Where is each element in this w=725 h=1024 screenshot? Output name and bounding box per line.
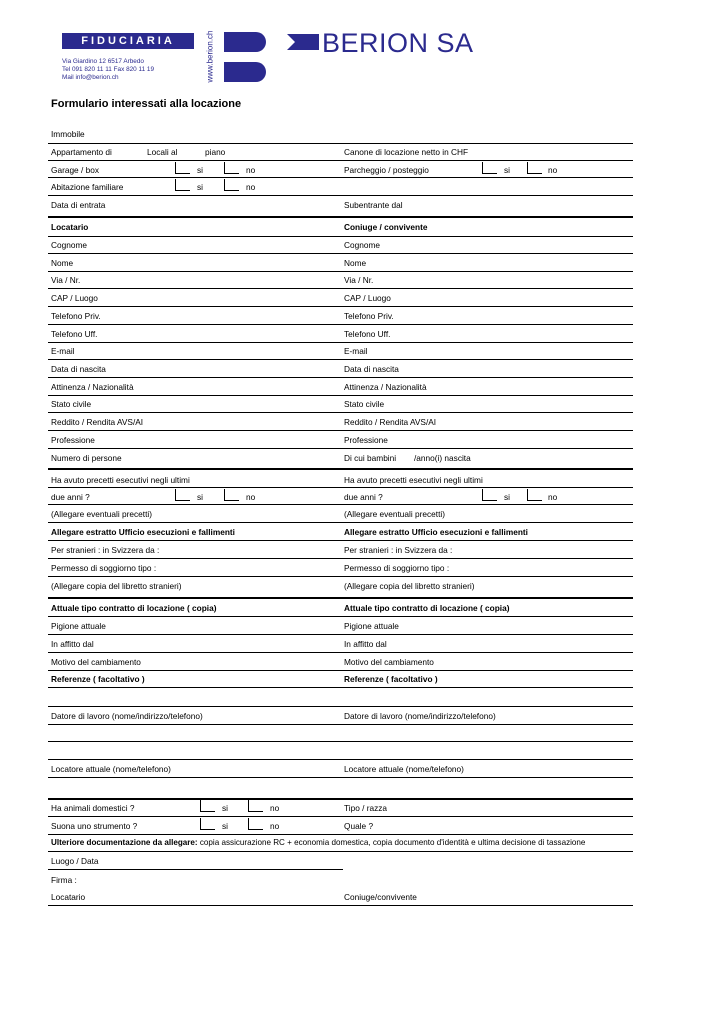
- checkbox-precetti2-no[interactable]: [527, 489, 542, 501]
- label-ulteriore-documentazione: [51, 838, 585, 848]
- field-label-coniuge: Data di nascita: [344, 364, 399, 374]
- label-datore: Datore di lavoro (nome/indirizzo/telefono): [51, 711, 203, 721]
- field-label-locatario: Stato civile: [51, 399, 92, 409]
- label-piano: piano: [205, 147, 226, 157]
- rule: [48, 412, 633, 413]
- label-data-entrata: Data di entrata: [51, 200, 106, 210]
- rule: [48, 634, 633, 635]
- label-stranieri: Per stranieri : in Svizzera da :: [344, 545, 453, 555]
- label-subentrante: Subentrante dal: [344, 200, 403, 210]
- rule: [48, 576, 633, 577]
- label-permesso: Permesso di soggiorno tipo :: [51, 563, 157, 573]
- form-title: Formulario interessati alla locazione: [51, 98, 242, 110]
- field-label-locatario: Data di nascita: [51, 364, 106, 374]
- checkbox-animali-no[interactable]: [248, 800, 263, 812]
- label-ulteriore-text: copia assicurazione RC + economia domestica, copia documento d'identità e ultima decisione di tassazione: [197, 838, 586, 847]
- field-label-coniuge: Via / Nr.: [344, 275, 374, 285]
- label-pigione: Pigione attuale: [51, 621, 106, 631]
- field-label-coniuge: Nome: [344, 258, 367, 268]
- label-motivo: Motivo del cambiamento: [344, 657, 434, 667]
- label-no: no: [548, 165, 558, 175]
- rule: [48, 253, 633, 254]
- rule: [48, 143, 633, 144]
- label-no: no: [246, 492, 256, 502]
- rule: [48, 468, 633, 470]
- logo-shape-top: [224, 32, 266, 52]
- label-affitto: In affitto dal: [344, 639, 387, 649]
- website-text: www.berion.ch: [205, 30, 215, 83]
- field-label-coniuge: Telefono Uff.: [344, 329, 391, 339]
- rule: [48, 160, 633, 161]
- rule: [48, 905, 633, 906]
- field-label-coniuge: E-mail: [344, 346, 368, 356]
- label-ulteriore-bold: Ulteriore documentazione da allegare:: [51, 838, 198, 847]
- label-firma-locatario: Locatario: [51, 892, 86, 902]
- label-affitto: In affitto dal: [51, 639, 94, 649]
- field-label-coniuge: CAP / Luogo: [344, 293, 391, 303]
- label-appartamento: Appartamento di: [51, 147, 112, 157]
- rule: [48, 359, 633, 360]
- label-allegare-precetti: (Allegare eventuali precetti): [344, 509, 445, 519]
- label-si: si: [222, 803, 228, 813]
- rule: [48, 324, 633, 325]
- rule: [48, 616, 633, 617]
- rule: [48, 177, 633, 178]
- label-strumento: Suona uno strumento ?: [51, 821, 138, 831]
- checkbox-parcheggio-no[interactable]: [527, 162, 542, 174]
- checkbox-precetti-si[interactable]: [175, 489, 190, 501]
- field-label-locatario: Telefono Priv.: [51, 311, 101, 321]
- rule: [48, 851, 633, 852]
- rule: [48, 741, 633, 742]
- label-precetti: Ha avuto precetti esecutivi negli ultimi: [344, 475, 483, 485]
- label-due-anni: due anni ?: [51, 492, 90, 502]
- label-locatore: Locatore attuale (nome/telefono): [344, 764, 464, 774]
- checkbox-garage-si[interactable]: [175, 162, 190, 174]
- label-si: si: [197, 182, 203, 192]
- label-anno-nascita: /anno(i) nascita: [414, 453, 471, 463]
- rule: [48, 342, 633, 343]
- label-allegare-precetti: (Allegare eventuali precetti): [51, 509, 152, 519]
- rule: [48, 216, 633, 218]
- field-label-locatario: Reddito / Rendita AVS/AI: [51, 417, 144, 427]
- rule: [48, 558, 633, 559]
- rule: [48, 670, 633, 671]
- label-animali: Ha animali domestici ?: [51, 803, 135, 813]
- checkbox-abitazione-no[interactable]: [224, 179, 239, 191]
- logo-shape-bottom: [224, 62, 266, 82]
- field-label-coniuge: Professione: [344, 435, 388, 445]
- label-no: no: [246, 165, 256, 175]
- checkbox-abitazione-si[interactable]: [175, 179, 190, 191]
- address-line: Via Giardino 12 6517 Arbedo: [62, 58, 144, 65]
- rule: [48, 687, 633, 688]
- brand-banner: FIDUCIARIA: [62, 33, 194, 49]
- field-label-locatario: Professione: [51, 435, 95, 445]
- website-vertical: [204, 30, 216, 86]
- rule: [48, 271, 633, 272]
- company-name: BERION SA: [322, 28, 474, 58]
- checkbox-strumento-no[interactable]: [248, 818, 263, 830]
- rule: [48, 306, 633, 307]
- phone-line: Tel 091 820 11 11 Fax 820 11 19: [62, 66, 155, 73]
- rule: [48, 540, 633, 541]
- label-parcheggio: Parcheggio / posteggio: [344, 165, 429, 175]
- label-quale: Quale ?: [344, 821, 374, 831]
- section-immobile: Immobile: [51, 129, 85, 139]
- label-luogo-data: Luogo / Data: [51, 856, 99, 866]
- label-abitazione: Abitazione familiare: [51, 182, 124, 192]
- label-garage: Garage / box: [51, 165, 99, 175]
- label-si: si: [504, 492, 510, 502]
- rule: [48, 448, 633, 449]
- label-si: si: [504, 165, 510, 175]
- field-label-locatario: Via / Nr.: [51, 275, 81, 285]
- label-due-anni: due anni ?: [344, 492, 383, 502]
- title-contratto: Attuale tipo contratto di locazione ( copia): [344, 603, 510, 613]
- field-label-coniuge: Cognome: [344, 240, 380, 250]
- rule: [48, 652, 633, 653]
- title-locatario: Locatario: [51, 222, 89, 232]
- label-precetti: Ha avuto precetti esecutivi negli ultimi: [51, 475, 190, 485]
- rule: [48, 816, 633, 817]
- label-locali: Locali al: [147, 147, 178, 157]
- field-label-coniuge: Telefono Priv.: [344, 311, 394, 321]
- rule: [48, 724, 633, 725]
- rule: [48, 869, 343, 870]
- label-motivo: Motivo del cambiamento: [51, 657, 141, 667]
- rule: [48, 395, 633, 396]
- checkbox-parcheggio-si[interactable]: [482, 162, 497, 174]
- mail-line: Mail info@berion.ch: [62, 74, 119, 81]
- field-label-locatario: Attinenza / Nazionalità: [51, 382, 134, 392]
- field-label-locatario: E-mail: [51, 346, 75, 356]
- field-label-locatario: Telefono Uff.: [51, 329, 98, 339]
- label-datore: Datore di lavoro (nome/indirizzo/telefono): [344, 711, 496, 721]
- title-referenze: Referenze ( facoltativo ): [51, 674, 145, 684]
- field-label-coniuge: Stato civile: [344, 399, 385, 409]
- rule: [48, 430, 633, 431]
- rule: [48, 759, 633, 760]
- checkbox-precetti2-si[interactable]: [482, 489, 497, 501]
- label-no: no: [246, 182, 256, 192]
- label-di-cui-bambini: Di cui bambini: [344, 453, 397, 463]
- checkbox-precetti-no[interactable]: [224, 489, 239, 501]
- checkbox-garage-no[interactable]: [224, 162, 239, 174]
- label-tipo-razza: Tipo / razza: [344, 803, 388, 813]
- label-firma-coniuge: Coniuge/convivente: [344, 892, 417, 902]
- label-firma: Firma :: [51, 875, 77, 885]
- rule: [48, 597, 633, 599]
- label-allegare-estratto: Allegare estratto Ufficio esecuzioni e fallimenti: [51, 527, 235, 537]
- label-no: no: [270, 821, 280, 831]
- label-no: no: [270, 803, 280, 813]
- title-coniuge: Coniuge / convivente: [344, 222, 428, 232]
- label-canone: Canone di locazione netto in CHF: [344, 147, 469, 157]
- rule: [48, 236, 633, 237]
- label-numero-persone: Numero di persone: [51, 453, 122, 463]
- rule: [48, 288, 633, 289]
- field-label-locatario: CAP / Luogo: [51, 293, 98, 303]
- title-contratto: Attuale tipo contratto di locazione ( copia): [51, 603, 217, 613]
- logo-arrow-icon: [287, 34, 319, 50]
- rule: [48, 504, 633, 505]
- label-locatore: Locatore attuale (nome/telefono): [51, 764, 171, 774]
- label-allegare-estratto: Allegare estratto Ufficio esecuzioni e fallimenti: [344, 527, 528, 537]
- checkbox-animali-si[interactable]: [200, 800, 215, 812]
- rule: [48, 777, 633, 778]
- label-pigione: Pigione attuale: [344, 621, 399, 631]
- label-si: si: [197, 165, 203, 175]
- rule: [48, 377, 633, 378]
- label-no: no: [548, 492, 558, 502]
- rule: [48, 195, 633, 196]
- label-libretto: (Allegare copia del libretto stranieri): [51, 581, 182, 591]
- label-libretto: (Allegare copia del libretto stranieri): [344, 581, 475, 591]
- label-stranieri: Per stranieri : in Svizzera da :: [51, 545, 160, 555]
- field-label-coniuge: Attinenza / Nazionalità: [344, 382, 427, 392]
- field-label-locatario: Cognome: [51, 240, 87, 250]
- field-label-locatario: Nome: [51, 258, 74, 268]
- label-permesso: Permesso di soggiorno tipo :: [344, 563, 450, 573]
- field-label-coniuge: Reddito / Rendita AVS/AI: [344, 417, 437, 427]
- label-si: si: [197, 492, 203, 502]
- rule: [48, 798, 633, 800]
- rule: [48, 522, 633, 523]
- label-si: si: [222, 821, 228, 831]
- checkbox-strumento-si[interactable]: [200, 818, 215, 830]
- title-referenze: Referenze ( facoltativo ): [344, 674, 438, 684]
- rule: [48, 487, 633, 488]
- rule: [48, 834, 633, 835]
- rule: [48, 706, 633, 707]
